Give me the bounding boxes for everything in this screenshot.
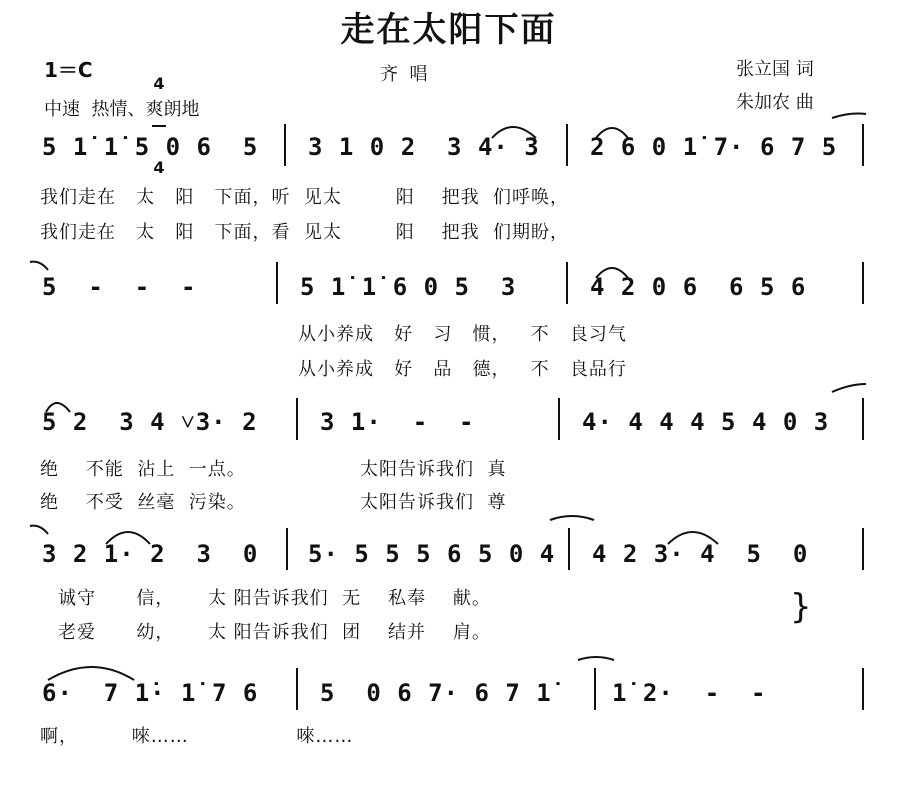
key-signature: 1＝C [44, 58, 93, 82]
lyrics-verse-2: 从小养成 好 品 德， 不 良品行 [298, 359, 627, 380]
measure-notes: 4· 4 4 4 5 4 0 3 [582, 408, 830, 436]
slur [832, 114, 866, 119]
measure-notes: 3 1· - - [320, 408, 475, 436]
composer-credit: 朱加农 曲 [736, 92, 814, 113]
measure-notes: 3 2 1· 2 3 0 [42, 540, 259, 568]
measure-notes: 5 1̇ 1̇ 5 0 6 5 [42, 133, 259, 161]
measure-notes: 3 1 0 2 3 4· 3 [308, 133, 540, 161]
tempo-marking: 中速 热情、爽朗地 [44, 99, 200, 120]
verse-brace: } [790, 587, 812, 627]
measure-notes: 6· 7 1̇· 1̇ 7 6 [42, 679, 259, 707]
measure-notes: 5 0 6 7· 6 7 1̇ [320, 679, 552, 707]
slur [30, 526, 48, 534]
slur [550, 516, 594, 520]
measure-notes: 5 1̇ 1̇ 6 0 5 3 [300, 273, 517, 301]
slur [578, 657, 614, 660]
slur [492, 127, 536, 138]
slur [596, 128, 628, 138]
lyrics-verse-1: 我们走在 太 阳 下面，听 见太 阳 把我 们呼唤， [40, 187, 570, 208]
lyrics-verse-1: 绝 不能 沾上 一点。 太阳告诉我们 真 [40, 459, 507, 480]
slur [596, 268, 628, 278]
lyrics-verse-1: 从小养成 好 习 惯， 不 良习气 [298, 324, 627, 345]
lyrics-verse-2: 绝 不受 丝毫 污染。 太阳告诉我们 尊 [40, 492, 507, 513]
slur [30, 262, 48, 270]
time-signature-bottom: 4 [153, 158, 165, 177]
slur [668, 532, 718, 544]
measure-notes: 4 2 0 6 6 5 6 [590, 273, 807, 301]
lyrics-verse-1: 啊， 唻…… 唻…… [40, 726, 354, 747]
time-signature-top: 4 [153, 74, 165, 93]
lyrics-verse-2: 老爱 幼， 太 阳告诉我们 团 结并 肩。 [58, 622, 491, 643]
slur [832, 384, 866, 392]
measure-notes: 2 6 0 1̇ 7· 6 7 5 [590, 133, 838, 161]
lyrics-verse-1: 诚守 信， 太 阳告诉我们 无 私奉 献。 [58, 588, 491, 609]
measure-notes: 1̇ 2· - - [612, 679, 767, 707]
slur [48, 667, 134, 680]
measure-notes: 5 - - - [42, 273, 197, 301]
slur [106, 532, 150, 544]
lyricist-credit: 张立国 词 [736, 59, 814, 80]
measure-notes: 5 2 3 4 ˅3· 2 [42, 408, 258, 436]
measure-notes: 5· 5 5 5 6 5 0 4 [308, 540, 556, 568]
song-title: 走在太阳下面 [340, 10, 557, 50]
lyrics-verse-2: 我们走在 太 阳 下面，看 见太 阳 把我 们期盼， [40, 222, 570, 243]
performance-mode: 齐 唱 [380, 64, 428, 85]
measure-notes: 4 2 3· 4 5 0 [592, 540, 809, 568]
slur [46, 403, 70, 412]
